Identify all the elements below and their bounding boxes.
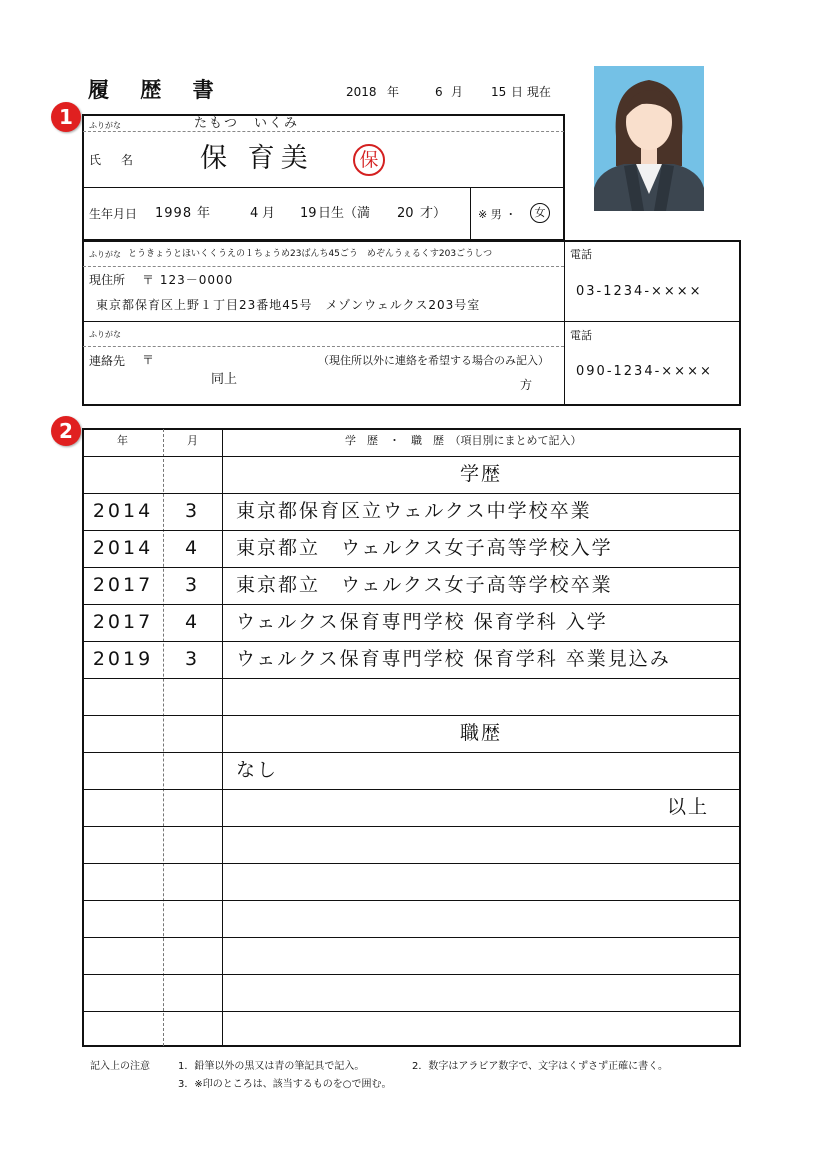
history-row-content: なし (236, 758, 279, 781)
contact-phone-label: 電話 (570, 329, 592, 342)
history-row-content: ウェルクス保育専門学校 保育学科 入学 (236, 610, 608, 633)
contact-postal-mark: 〒 (142, 353, 155, 367)
history-row-divider (83, 493, 740, 494)
address-line: 東京都保育区上野１丁目23番地45号 メゾンウェルクス203号室 (96, 298, 481, 312)
birth-year-unit: 年 (197, 206, 211, 221)
address-contact-divider (83, 321, 740, 322)
history-row-divider (83, 937, 740, 938)
date-day-unit: 日 現在 (511, 85, 551, 99)
history-row-month: 3 (184, 647, 201, 670)
birth-label: 生年月日 (89, 207, 138, 221)
history-row-divider (83, 641, 740, 642)
history-row-year: 2014 (92, 500, 154, 522)
gender-divider (470, 188, 471, 240)
address-contact-box (82, 240, 741, 406)
address-furigana-divider (83, 266, 564, 267)
document-title: 履 歴 書 (88, 78, 226, 102)
age-value: 20 (397, 206, 414, 221)
furigana-label: ふりがな (89, 121, 121, 130)
birth-day: 19 (300, 206, 317, 221)
date-month-unit: 月 (451, 85, 464, 99)
section-1-badge: 1 (51, 102, 81, 132)
history-row-divider (83, 752, 740, 753)
address-postal: 〒 123－0000 (142, 273, 234, 287)
date-month: 6 (435, 85, 443, 99)
history-row-divider (83, 604, 740, 605)
history-row-year: 2017 (92, 573, 154, 596)
contact-label: 連絡先 (89, 354, 126, 368)
name-furigana: たもつ いくみ (194, 116, 300, 131)
address-furigana: とうきょうとほいくくうえの１ちょうめ23ばんち45ごう めぞんうぇるくす203ごうしつ (128, 249, 493, 259)
date-day: 15 (491, 85, 507, 99)
history-row-month: 4 (184, 610, 201, 633)
history-row-content: 東京都保育区立ウェルクス中学校卒業 (236, 500, 592, 522)
contact-furigana-label: ふりがな (89, 330, 121, 339)
history-row-divider (83, 826, 740, 827)
history-col-year: 年 (117, 434, 128, 447)
history-row-divider (83, 567, 740, 568)
note-2: 2．数字はアラビア数字で、文字はくずさず正確に書く。 (412, 1061, 668, 1072)
gender-options: ※ 男 ・ (478, 208, 517, 221)
name-divider (83, 187, 564, 188)
date-year-unit: 年 (387, 85, 400, 99)
history-row-divider (83, 678, 740, 679)
history-row-divider (83, 900, 740, 901)
history-row-divider (83, 1011, 740, 1012)
contact-furigana-divider (83, 346, 564, 347)
history-col-content: 学 歴 ・ 職 歴 （項目別にまとめて記入） (345, 434, 582, 447)
history-row-divider (83, 789, 740, 790)
history-row-year: 2019 (92, 647, 154, 670)
address-label: 現住所 (89, 273, 126, 287)
history-row-content: 東京都立 ウェルクス女子高等学校入学 (236, 536, 613, 559)
contact-phone: 090-1234-×××× (576, 364, 713, 379)
history-row-year: 2014 (92, 536, 154, 559)
notes-label: 記入上の注意 (90, 1061, 150, 1072)
history-row-content: ウェルクス保育専門学校 保育学科 卒業見込み (236, 647, 671, 670)
history-row-year: 2017 (92, 610, 154, 633)
address-phone-label: 電話 (570, 248, 592, 261)
gender-selected: 女 (530, 203, 550, 223)
history-row-content: 学歴 (459, 463, 502, 485)
contact-note: （現住所以外に連絡を希望する場合のみ記入） (318, 354, 549, 367)
history-header-divider (83, 456, 740, 457)
section-2-badge: 2 (51, 416, 81, 446)
date-year: 2018 (346, 85, 377, 99)
history-row-content: 以上 (666, 795, 709, 818)
history-row-content: 東京都立 ウェルクス女子高等学校卒業 (236, 573, 613, 596)
name-value: 保 育美 (200, 143, 314, 174)
year-month-divider (163, 429, 164, 1046)
birth-day-unit: 日生（満 (318, 206, 371, 221)
history-row-divider (83, 863, 740, 864)
history-row-month: 4 (184, 536, 201, 559)
address-phone: 03-1234-×××× (576, 284, 703, 299)
birth-year: 1998 (155, 206, 193, 221)
history-row-content: 職歴 (459, 721, 502, 744)
contact-suffix: 方 (520, 378, 533, 392)
contact-value: 同上 (211, 372, 238, 387)
name-label: 氏 名 (89, 153, 138, 167)
note-3: 3．※印のところは、該当するものを○で囲む。 (178, 1079, 392, 1090)
age-unit: 才） (420, 206, 447, 221)
note-1: 1．鉛筆以外の黒又は青の筆記具で記入。 (178, 1061, 365, 1072)
personal-seal: 保 (353, 144, 385, 176)
birth-month: 4 (250, 206, 259, 221)
id-photo (594, 66, 704, 211)
phone-column-divider (564, 241, 565, 405)
history-row-month: 3 (184, 500, 201, 522)
history-row-divider (83, 530, 740, 531)
history-col-month: 月 (187, 434, 198, 447)
history-row-month: 3 (184, 573, 201, 596)
history-row-divider (83, 715, 740, 716)
furigana-divider (83, 131, 564, 132)
birth-month-unit: 月 (262, 206, 276, 221)
address-furigana-label: ふりがな (89, 250, 121, 259)
history-row-divider (83, 974, 740, 975)
personal-info-box (82, 114, 565, 241)
